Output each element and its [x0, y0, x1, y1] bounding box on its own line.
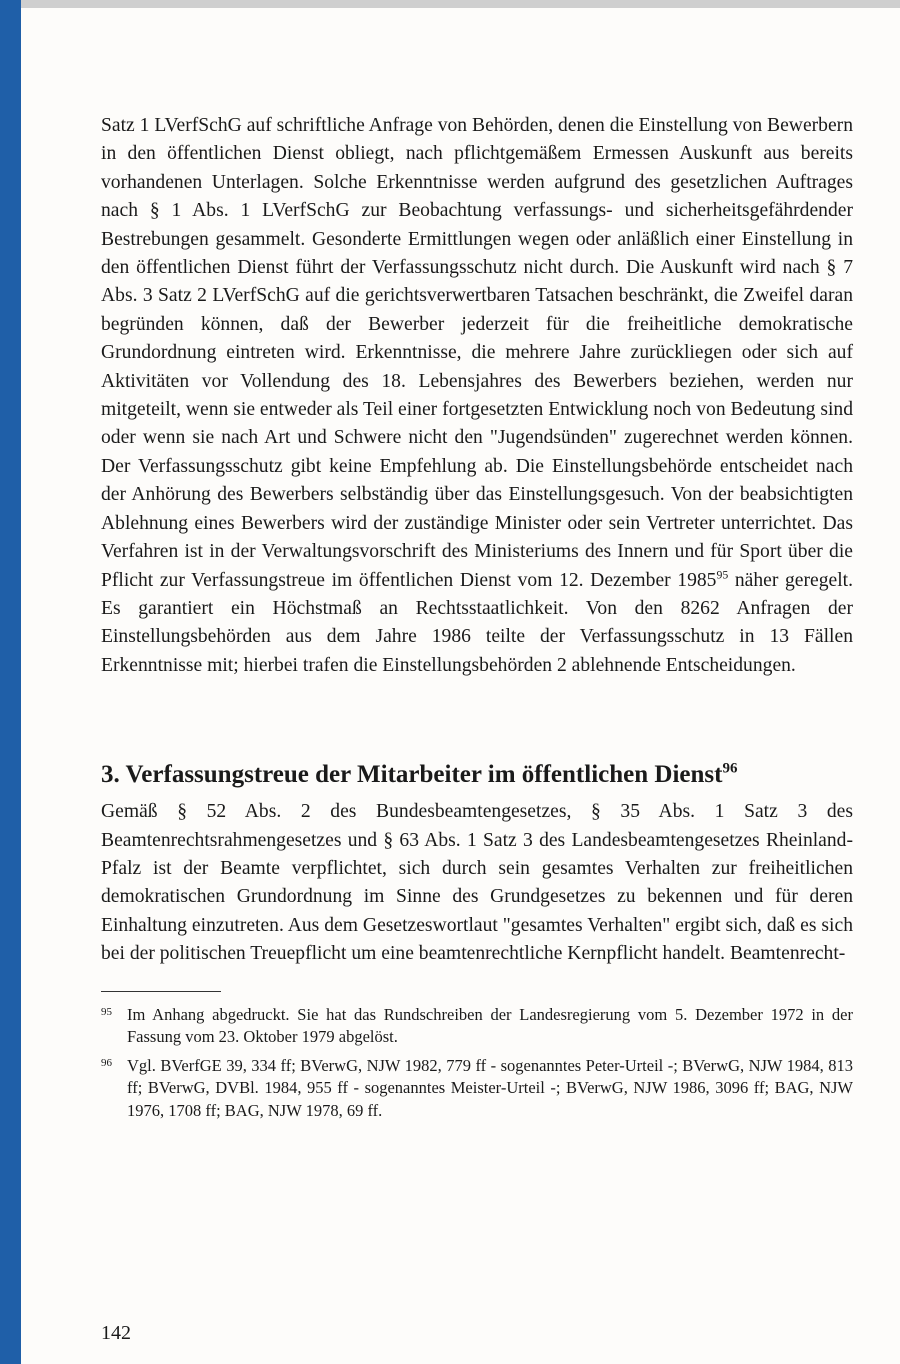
footnotes — [101, 1004, 853, 1123]
section-heading-text: 3. Verfassungstreue der Mitarbeiter im öffentlichen Dienst — [101, 761, 723, 789]
page-number: 142 — [101, 1322, 131, 1344]
footnote-96 — [101, 1055, 853, 1123]
footnote-text: Im Anhang abgedruckt. Sie hat das Rundschreiben der Landesregierung vom 5. Dezember 1972 in der Fassung vom 23. Oktober 1979 abgelöst. — [127, 1004, 853, 1047]
footnote-95 — [101, 1004, 853, 1049]
document-page — [101, 112, 853, 1128]
section-heading — [101, 758, 853, 792]
scan-edge-bar — [0, 0, 21, 1364]
paragraph-1-text-b: näher geregelt. Es garantiert ein Höchstmaß an Rechtsstaatlichkeit. Von den 8262 Anfragen der Einstellungsbehörden aus dem Jahre 1986 teilte der Verfassungsschutz in 13 Fällen Erkenntnisse mit; hierbei trafen die Einstellungsbehörden 2 ablehnende Entscheidungen. — [101, 569, 853, 676]
paragraph-1 — [101, 112, 853, 680]
footnote-ref-96: 96 — [722, 760, 738, 777]
footnote-ref-95: 95 — [716, 567, 729, 581]
scan-top-strip — [21, 0, 900, 8]
paragraph-1-text-a: Satz 1 LVerfSchG auf schriftliche Anfrage von Behörden, denen die Einstellung von Bewerbern in den öffentlichen Dienst obliegt, nach pflichtgemäßem Ermessen Auskunft aus bereits vorhandenen Unterlagen. Solche Erkenntnisse werden aufgrund des gesetzlichen Auftrages nach § 1 Abs. 1 LVerfSchG zur Beobachtung verfassungs- und sicherheitsgefährdender Bestrebungen gesammelt. Gesonderte Ermittlungen wegen oder anläßlich einer Einstellung in den öffentlichen Dienst führt der Verfassungsschutz nicht durch. Die Auskunft wird nach § 7 Abs. 3 Satz 2 LVerfSchG auf die gerichtsverwertbaren Tatsachen beschränkt, die Zweifel daran begründen können, daß der Bewerber jederzeit für die freiheitliche demokratische Grundordnung eintreten wird. Erkenntnisse, die mehrere Jahre zurückliegen oder sich auf Aktivitäten vor Vollendung des 18. Lebensjahres des Bewerbers beziehen, werden nur mitgeteilt, wenn sie entweder als Teil einer fortgesetzten Entwicklung noch von Bedeutung sind oder wenn sie nach Art und Schwere nicht den "Jugendsünden" zugerechnet werden können. Der Verfassungsschutz gibt keine Empfehlung ab. Die Einstellungsbehörde entscheidet nach der Anhörung des Bewerbers selbständig über das Einstellungsgesuch. Von der beabsichtigten Ablehnung eines Bewerbers wird der zuständige Minister oder sein Vertreter unterrichtet. Das Verfahren ist in der Verwaltungsvorschrift des Ministeriums des Innern und für Sport über die Pflicht zur Verfassungstreue im öffentlichen Dienst vom 12. Dezember 1985 — [101, 115, 853, 591]
footnote-number: 96 — [101, 1056, 112, 1069]
footnote-number: 95 — [101, 1005, 112, 1018]
section-body-text: Gemäß § 52 Abs. 2 des Bundesbeamtengesetzes, § 35 Abs. 1 Satz 3 des Beamtenrechtsrahmengesetzes und § 63 Abs. 1 Satz 3 des Landesbeamtengesetzes Rheinland-Pfalz ist der Beamte verpflichtet, sich durch sein gesamtes Verhalten zur freiheitlichen demokratischen Grundordnung im Sinne des Grundgesetzes zu bekennen und für deren Einhaltung einzutreten. Aus dem Gesetzeswortlaut "gesamtes Verhalten" ergibt sich, daß es sich bei der politischen Treuepflicht um eine beamtenrechtliche Kernpflicht handelt. Beamtenrecht- — [101, 801, 853, 965]
section-body — [101, 798, 853, 968]
footnote-text: Vgl. BVerfGE 39, 334 ff; BVerwG, NJW 1982, 779 ff - sogenanntes Peter-Urteil -; BVerwG, NJW 1984, 813 ff; BVerwG, DVBl. 1984, 955 ff - sogenanntes Meister-Urteil -; BVerwG, NJW 1986, 3096 ff; BAG, NJW 1976, 1708 ff; BAG, NJW 1978, 69 ff. — [127, 1055, 853, 1120]
footnote-divider — [101, 991, 221, 992]
